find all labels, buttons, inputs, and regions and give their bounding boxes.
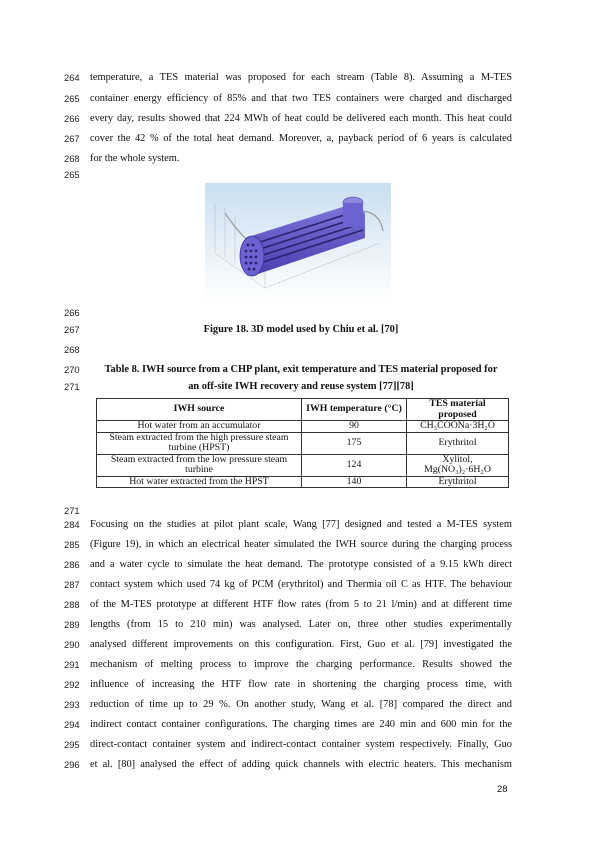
table-cell: Hot water from an accumulator bbox=[97, 421, 302, 433]
line-number: 296 bbox=[64, 759, 80, 770]
table-row bbox=[97, 421, 509, 433]
line-number: 267 bbox=[64, 324, 80, 335]
figure-18-image bbox=[205, 183, 391, 301]
line-number: 270 bbox=[64, 364, 80, 375]
line-number: 266 bbox=[64, 307, 80, 318]
line-number: 294 bbox=[64, 719, 80, 730]
line-number: 292 bbox=[64, 679, 80, 690]
line-number: 265 bbox=[64, 169, 80, 180]
table-caption: Table 8. IWH source from a CHP plant, exit temperature and TES material proposed for bbox=[104, 364, 498, 375]
table-8 bbox=[96, 398, 509, 488]
table-cell: 140 bbox=[302, 476, 407, 488]
text-line: every day, results showed that 224 MWh of heat could be delivered each month. This heat could bbox=[90, 113, 512, 124]
text-line: mechanism of melting process to improve the charging performance. Results showed the bbox=[90, 659, 512, 670]
line-number: 264 bbox=[64, 72, 80, 83]
line-number: 284 bbox=[64, 519, 80, 530]
line-number: 290 bbox=[64, 639, 80, 650]
table-row bbox=[97, 454, 509, 476]
line-number: 271 bbox=[64, 505, 80, 516]
line-number: 268 bbox=[64, 344, 80, 355]
line-number: 271 bbox=[64, 381, 80, 392]
text-line: for the whole system. bbox=[90, 153, 180, 164]
table-cell: 124 bbox=[302, 454, 407, 476]
text-line: cover the 42 % of the total heat demand. Moreover, a, payback period of 6 years is calculated bbox=[90, 133, 512, 144]
text-line: temperature, a TES material was proposed for each stream (Table 8). Assuming a M-TES bbox=[90, 72, 512, 83]
table-header-row bbox=[97, 399, 509, 421]
text-line: of the M-TES prototype at different HTF flow rates (from 5 to 21 l/min) and at different time bbox=[90, 599, 512, 610]
text-line: analysed different improvements on this configuration. First, Guo et al. [79] investigated the bbox=[90, 639, 512, 650]
text-line: container energy efficiency of 85% and that two TES containers were charged and discharged bbox=[90, 93, 512, 104]
text-line: et al. [80] analysed the effect of adding quick channels with electric heaters. This mechanism bbox=[90, 759, 512, 770]
figure-caption: Figure 18. 3D model used by Chiu et al. [70] bbox=[203, 324, 399, 335]
line-number: 285 bbox=[64, 539, 80, 550]
table-cell: Erythritol bbox=[407, 476, 509, 488]
text-line: lengths (from 15 to 210 min) was analysed. Later on, three other studies experimentally bbox=[90, 619, 512, 630]
table-cell: Steam extracted from the low pressure steam turbine bbox=[97, 454, 302, 476]
text-line: reduction of time up to 29 %. On another study, Wang et al. [78] compared the direct and bbox=[90, 699, 512, 710]
text-line: Focusing on the studies at pilot plant scale, Wang [77] designed and tested a M-TES system bbox=[90, 519, 512, 530]
text-line: indirect contact container configurations. The charging times are 240 min and 600 min for the bbox=[90, 719, 512, 730]
line-number: 291 bbox=[64, 659, 80, 670]
text-line: influence of increasing the HTF flow rate in shortening the charging process time, with bbox=[90, 679, 512, 690]
table-cell: Xylitol, Mg(NO₃)₂·6H₂O bbox=[407, 454, 509, 476]
text-line: direct-contact container system and indirect-contact container system respectively. Finally, Guo bbox=[90, 739, 512, 750]
table-caption: an off-site IWH recovery and reuse system [77][78] bbox=[188, 381, 414, 392]
line-number: 267 bbox=[64, 133, 80, 144]
line-number: 295 bbox=[64, 739, 80, 750]
line-number: 268 bbox=[64, 153, 80, 164]
table-cell: Hot water extracted from the HPST bbox=[97, 476, 302, 488]
table-header: IWH source bbox=[97, 399, 302, 421]
line-number: 287 bbox=[64, 579, 80, 590]
line-number: 286 bbox=[64, 559, 80, 570]
line-number: 266 bbox=[64, 113, 80, 124]
text-line: contact system which used 74 kg of PCM (erythritol) and Thermia oil C as HTF. The behaviour bbox=[90, 579, 512, 590]
table-header: IWH temperature (°C) bbox=[302, 399, 407, 421]
table-row bbox=[97, 432, 509, 454]
table-header: TES material proposed bbox=[407, 399, 509, 421]
line-number: 293 bbox=[64, 699, 80, 710]
table-cell: 90 bbox=[302, 421, 407, 433]
table-cell: 175 bbox=[302, 432, 407, 454]
table-row bbox=[97, 476, 509, 488]
page-number: 28 bbox=[497, 783, 508, 794]
text-line: and a water cycle to simulate the heat demand. The prototype consisted of a 9.15 kWh direct bbox=[90, 559, 512, 570]
table-cell: CH₃COONa·3H₂O bbox=[407, 421, 509, 433]
line-number: 265 bbox=[64, 93, 80, 104]
table-cell: Erythritol bbox=[407, 432, 509, 454]
text-line: (Figure 19), in which an electrical heater simulated the IWH source during the charging process bbox=[90, 539, 512, 550]
line-number: 288 bbox=[64, 599, 80, 610]
table-cell: Steam extracted from the high pressure steam turbine (HPST) bbox=[97, 432, 302, 454]
line-number: 289 bbox=[64, 619, 80, 630]
